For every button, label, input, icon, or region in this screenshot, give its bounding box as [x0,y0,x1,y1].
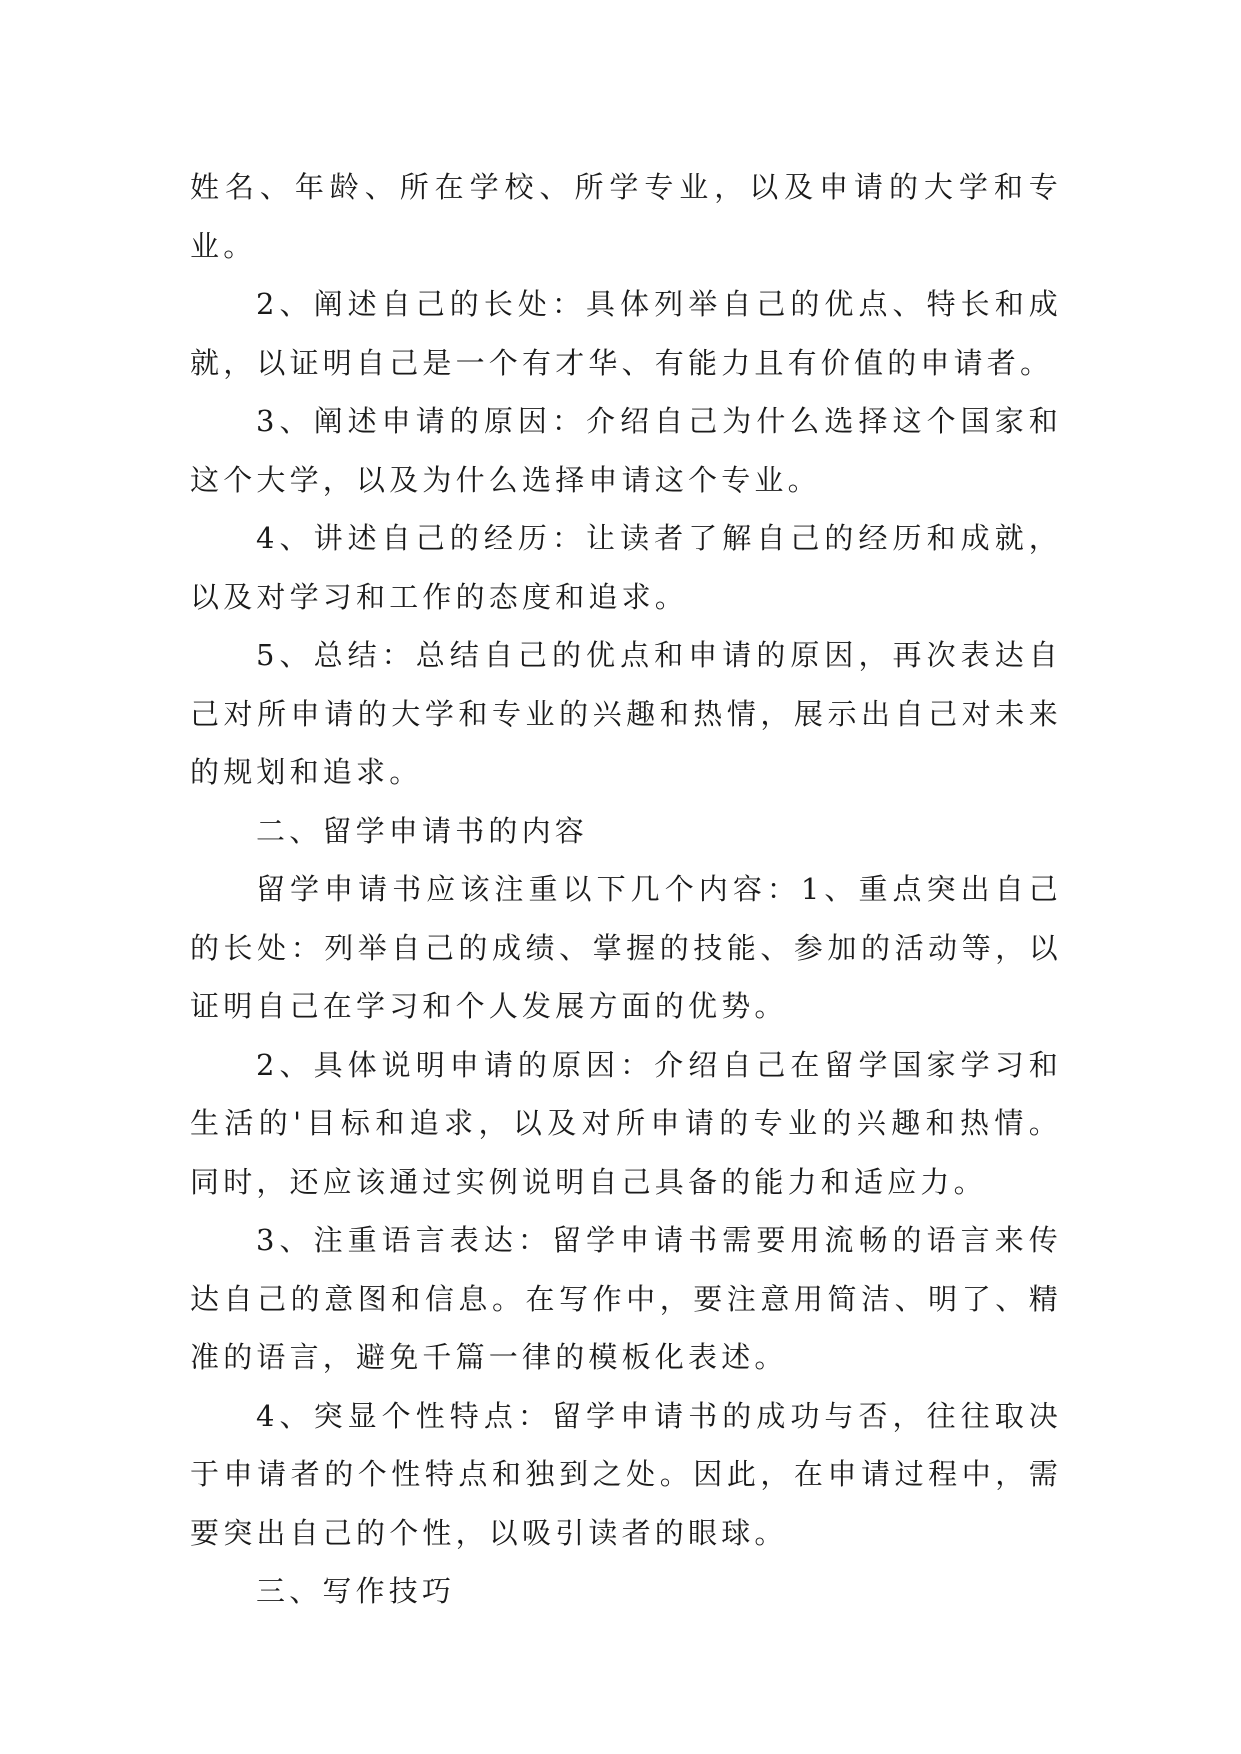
paragraph-content-item-2: 2、具体说明申请的原因：介绍自己在留学国家学习和生活的'目标和追求，以及对所申请的专业的兴趣和热情。同时，还应该通过实例说明自己具备的能力和适应力。 [190,1047,1062,1199]
paragraph-content-item-4: 4、突显个性特点：留学申请书的成功与否，往往取决于申请者的个性特点和独到之处。因此，在申请过程中，需要突出自己的个性，以吸引读者的眼球。 [190,1398,1062,1550]
section-heading-2: 二、留学申请书的内容 [256,813,589,848]
section-heading-3: 三、写作技巧 [256,1574,456,1608]
paragraph-content-item-3: 3、注重语言表达：留学申请书需要用流畅的语言来传达自己的意图和信息。在写作中，要注意用简洁、明了、精准的语言，避免千篇一律的模板化表述。 [190,1223,1062,1374]
paragraph-list-item-5: 5、总结：总结自己的优点和申请的原因，再次表达自己对所申请的大学和专业的兴趣和热情，展示出自己对未来的规划和追求。 [190,638,1062,789]
paragraph-content-intro: 留学申请书应该注重以下几个内容：1、重点突出自己的长处：列举自己的成绩、掌握的技能、参加的活动等，以证明自己在学习和个人发展方面的优势。 [190,872,1062,1023]
paragraph-list-item-4: 4、讲述自己的经历：让读者了解自己的经历和成就，以及对学习和工作的态度和追求。 [190,521,1062,614]
paragraph-list-item-2: 2、阐述自己的长处：具体列举自己的优点、特长和成就，以证明自己是一个有才华、有能力且有价值的申请者。 [190,287,1062,380]
document-body [190,158,1062,1621]
paragraph-continuation: 姓名、年龄、所在学校、所学专业，以及申请的大学和专业。 [190,170,1062,263]
paragraph-list-item-3: 3、阐述申请的原因：介绍自己为什么选择这个国家和这个大学，以及为什么选择申请这个专业。 [190,404,1062,497]
